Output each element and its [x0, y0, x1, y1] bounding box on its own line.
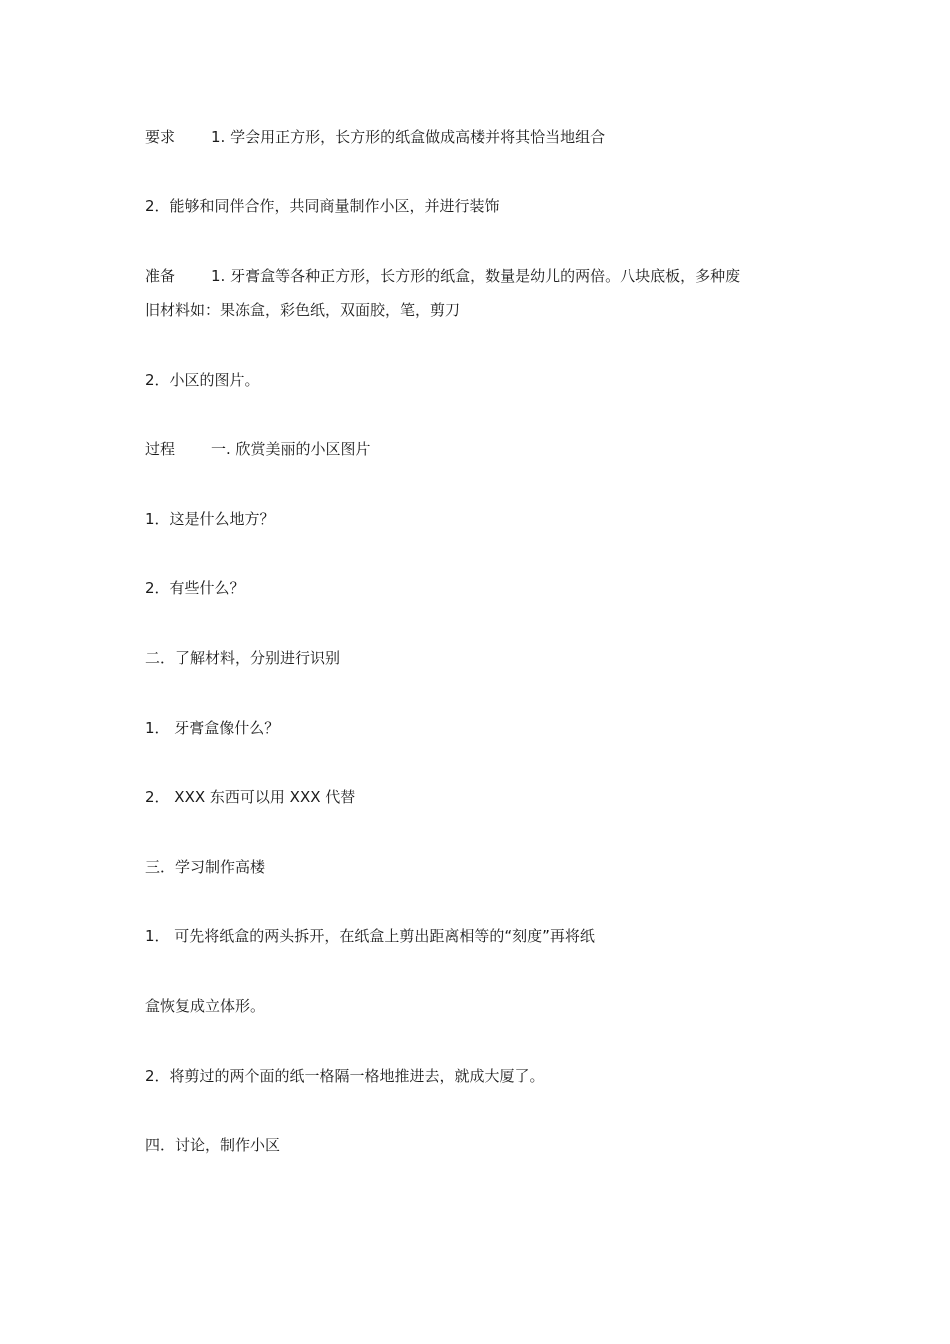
line-text: 1．这是什么地方？ — [145, 510, 275, 528]
line-text: 1． 牙膏盒像什么？ — [145, 719, 280, 737]
line-text: 2．有些什么？ — [145, 579, 245, 597]
line-text: 盒恢复成立体形。 — [145, 997, 266, 1015]
process-item-cont — [145, 996, 265, 1016]
process-heading — [145, 1135, 280, 1155]
process-item — [145, 926, 595, 946]
process-heading — [145, 857, 265, 877]
preparation-line-2 — [145, 370, 260, 390]
process-item — [145, 509, 275, 529]
line-text: 1. 学会用正方形，长方形的纸盒做成高楼并将其恰当地组合 — [211, 128, 606, 146]
process-item — [145, 787, 355, 807]
line-text: 2． XXX 东西可以用 XXX 代替 — [145, 788, 356, 806]
line-text: 旧材料如：果冻盒，彩色纸，双面胶，笔，剪刀 — [145, 301, 461, 319]
process-heading — [145, 648, 340, 668]
requirement-line-2 — [145, 196, 500, 216]
preparation-line-1 — [145, 266, 740, 286]
preparation-line-1-cont — [145, 300, 460, 320]
section-label-process: 过程 — [145, 440, 176, 458]
process-line-1 — [145, 439, 371, 459]
line-text: 四．讨论，制作小区 — [145, 1136, 281, 1154]
line-text: 二．了解材料，分别进行识别 — [145, 649, 341, 667]
requirement-line-1 — [145, 127, 605, 147]
section-label-requirement: 要求 — [145, 128, 176, 146]
line-text: 1. 牙膏盒等各种正方形，长方形的纸盒，数量是幼儿的两倍。八块底板，多种废 — [211, 267, 741, 285]
process-item — [145, 578, 245, 598]
line-text: 一. 欣赏美丽的小区图片 — [211, 440, 371, 458]
line-text: 1． 可先将纸盒的两头拆开，在纸盒上剪出距离相等的“刻度”再将纸 — [145, 927, 595, 945]
line-text: 2．能够和同伴合作，共同商量制作小区，并进行装饰 — [145, 197, 500, 215]
line-text: 2．小区的图片。 — [145, 371, 260, 389]
process-item — [145, 1066, 545, 1086]
line-text: 三．学习制作高楼 — [145, 858, 266, 876]
section-label-preparation: 准备 — [145, 267, 176, 285]
process-item — [145, 718, 279, 738]
line-text: 2．将剪过的两个面的纸一格隔一格地推进去，就成大厦了。 — [145, 1067, 545, 1085]
